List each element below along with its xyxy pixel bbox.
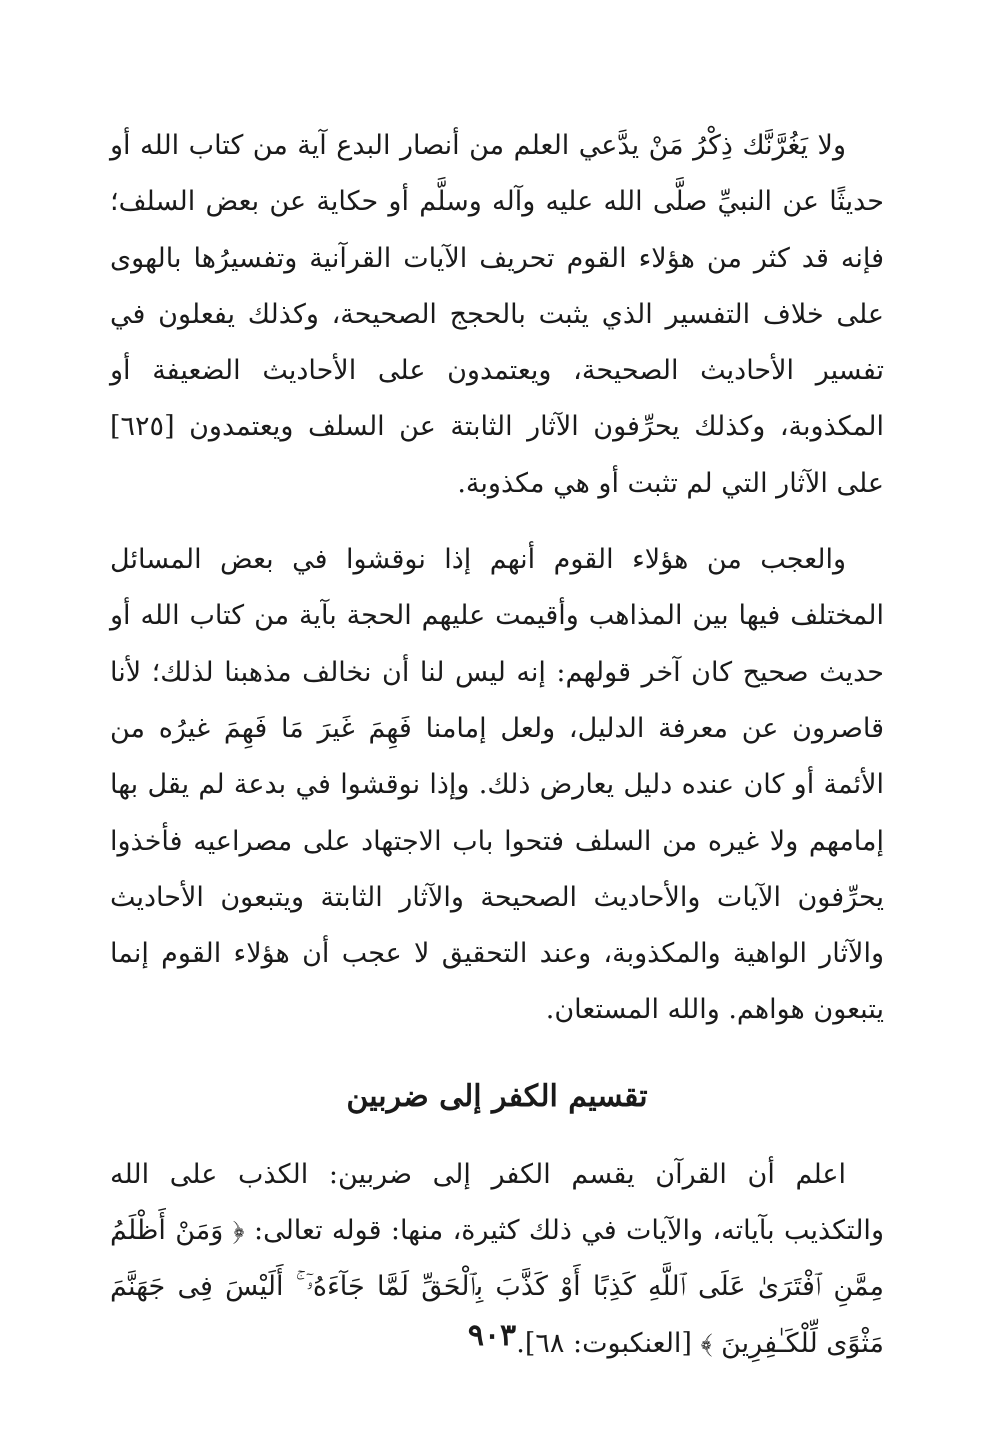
paragraph-intro-text: اعلم أن القرآن يقسم الكفر إلى ضربين: الكذب على الله والتكذيب بآياته، والآيات في ذلك كثيرة، منها: قوله تعالى: xyxy=(110,1158,884,1247)
page-number: ٩٠٣ xyxy=(467,1318,517,1353)
page-body xyxy=(110,118,884,1372)
verse-reference: [العنكبوت: ٦٨]. xyxy=(516,1327,692,1359)
paragraph-warning: ولا يَغُرَّنَّك ذِكْرُ مَنْ يدَّعي العلم من أنصار البدع آية من كتاب الله أو حديثًا عن النبيِّ صلَّى الله عليه وآله وسلَّم أو حكاية عن بعض السلف؛ فإنه قد كثر من هؤلاء القوم تحريف الآيات القرآنية وتفسيرُها بالهوى على خلاف التفسير الذي يثبت بالحجج الصحيحة، وكذلك يفعلون في تفسير الأحاديث الصحيحة، ويعتمدون على الأحاديث الضعيفة أو المكذوبة، وكذلك يحرِّفون الآثار الثابتة عن السلف ويعتمدون [٦٢٥] على الآثار التي لم تثبت أو هي مكذوبة. xyxy=(110,130,884,499)
paragraph-astonishment: والعجب من هؤلاء القوم أنهم إذا نوقشوا في بعض المسائل المختلف فيها بين المذاهب وأقيمت عليهم الحجة بآية من كتاب الله أو حديث صحيح كان آخر قولهم: إنه ليس لنا أن نخالف مذهبنا لذلك؛ لأنا قاصرون عن معرفة الدليل، ولعل إمامنا فَهِمَ غَيرَ مَا فَهِمَ غيرُه من الأئمة أو كان عنده دليل يعارض ذلك. وإذا نوقشوا في بدعة لم يقل بها إمامهم ولا غيره من السلف فتحوا باب الاجتهاد على مصراعيه فأخذوا يحرِّفون الآيات والأحاديث الصحيحة والآثار الثابتة ويتبعون الأحاديث والآثار الواهية والمكذوبة، وعند التحقيق لا عجب أن هؤلاء القوم إنما يتبعون هواهم. والله المستعان. xyxy=(110,544,884,1026)
section-heading: تقسيم الكفر إلى ضربين xyxy=(346,1078,648,1114)
quran-verse: ﴿ وَمَنْ أَظْلَمُ مِمَّنِ ٱفْتَرَىٰ عَلَى ٱللَّهِ كَذِبًا أَوْ كَذَّبَ بِٱلْحَقِّ لَمَّا جَآءَهُۥٓ ۚ أَلَيْسَ فِى جَهَنَّمَ مَثْوًى لِّلْكَـٰفِرِينَ ﴾ xyxy=(110,1215,884,1359)
